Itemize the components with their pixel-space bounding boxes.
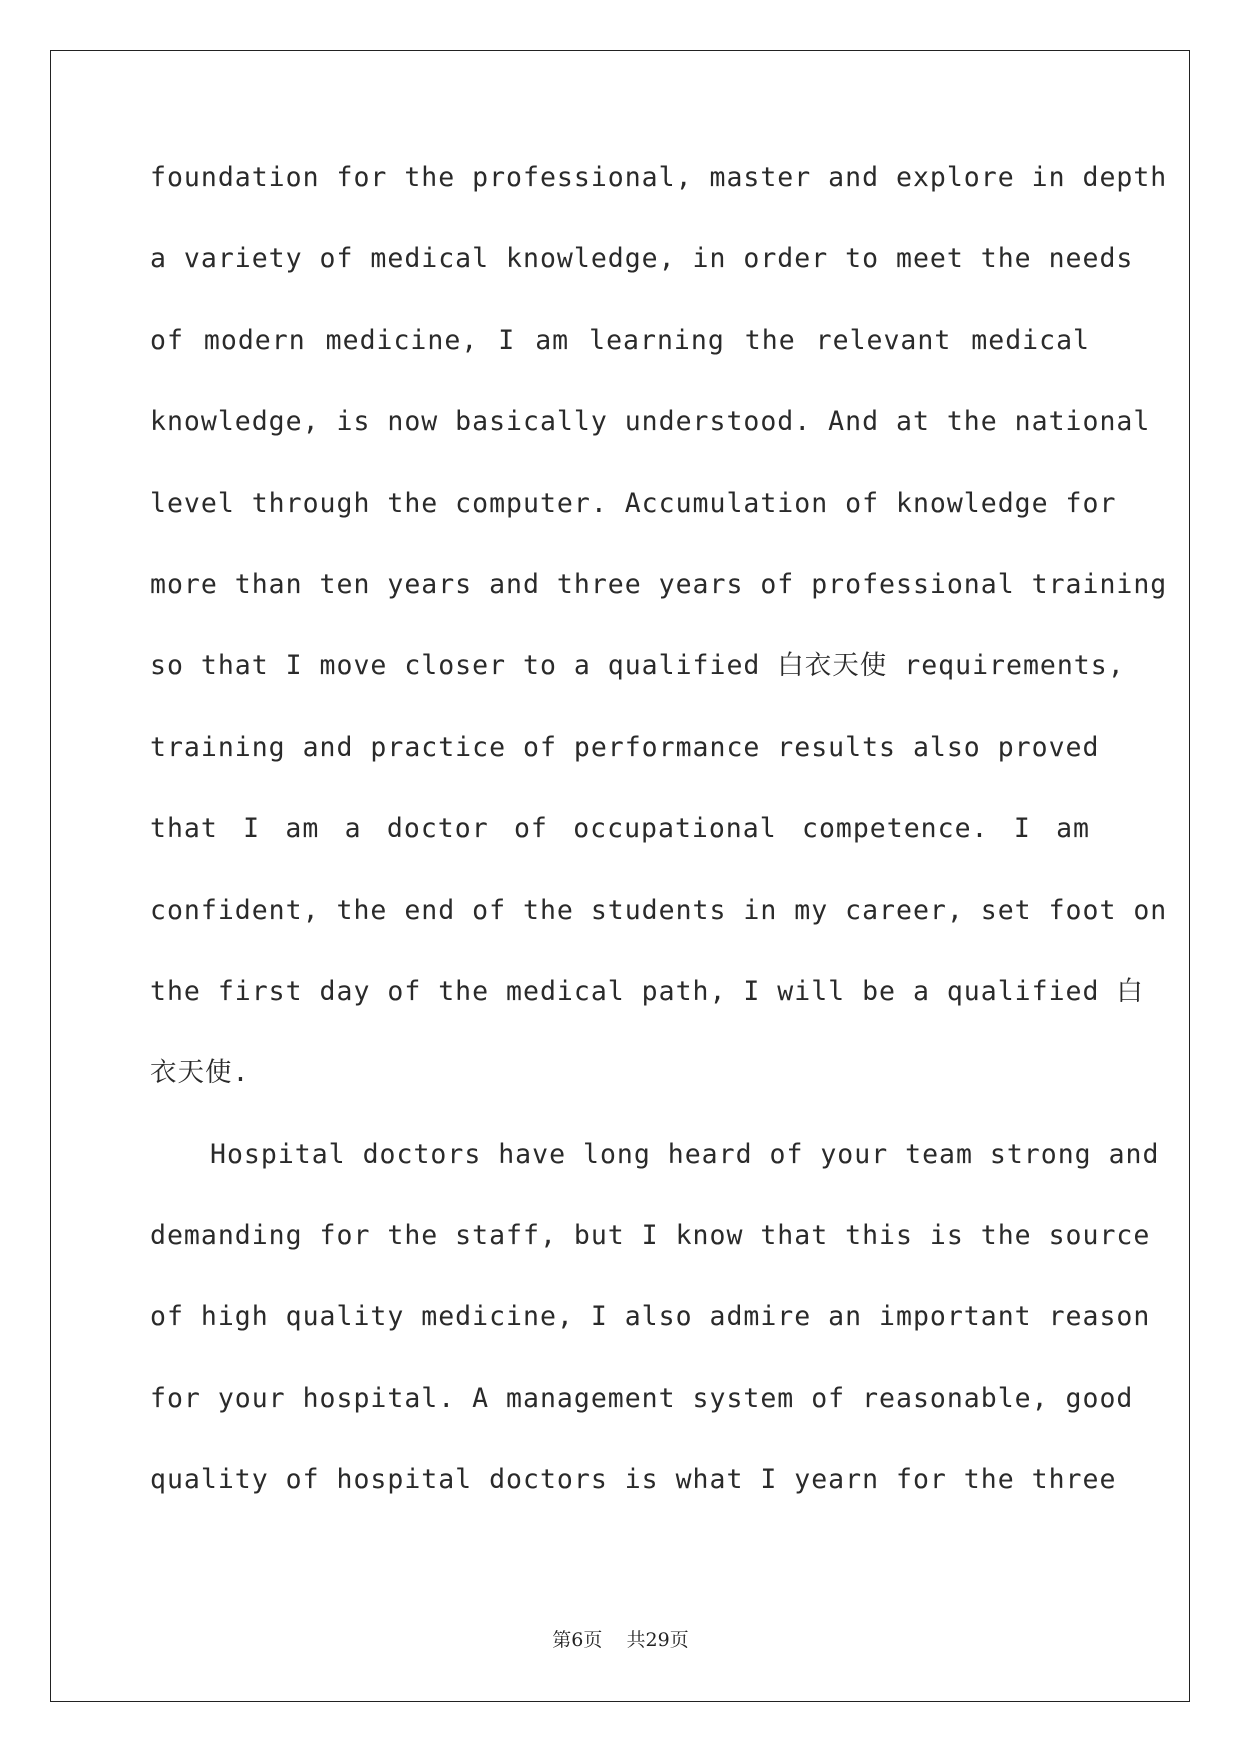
text-line: of modern medicine, I am learning the relevant medical <box>150 324 1090 356</box>
text-line: so that I move closer to a qualified 白衣天使 requirements, <box>150 650 1125 682</box>
text-line: the first day of the medical path, I will be a qualified 白 <box>150 975 1144 1007</box>
text-line: knowledge, is now basically understood. And at the national <box>150 406 1151 438</box>
text-line: that I am a doctor of occupational competence. I am <box>150 813 1090 845</box>
text-line: demanding for the staff, but I know that this is the source <box>150 1220 1151 1252</box>
paragraph-first-line: Hospital doctors have long heard of your team strong and <box>210 1138 1160 1170</box>
text-line: of high quality medicine, I also admire an important reason <box>150 1301 1151 1333</box>
text-line: confident, the end of the students in my career, set foot on <box>150 894 1168 926</box>
text-line: training and practice of performance results also proved <box>150 731 1100 763</box>
page-total: 共29页 <box>626 1629 689 1651</box>
document-body <box>150 158 1168 1542</box>
text-line: quality of hospital doctors is what I yearn for the three <box>150 1464 1117 1496</box>
text-line: for your hospital. A management system of reasonable, good <box>150 1382 1134 1414</box>
text-line: more than ten years and three years of professional training <box>150 568 1168 600</box>
text-line: 衣天使. <box>150 1057 250 1089</box>
text-line: a variety of medical knowledge, in order to meet the needs <box>150 243 1134 275</box>
page-number: 第6页 <box>552 1629 603 1651</box>
text-line: foundation for the professional, master and explore in depth <box>150 162 1168 193</box>
page-footer <box>0 1625 1241 1652</box>
text-line: level through the computer. Accumulation of knowledge for <box>150 487 1117 519</box>
